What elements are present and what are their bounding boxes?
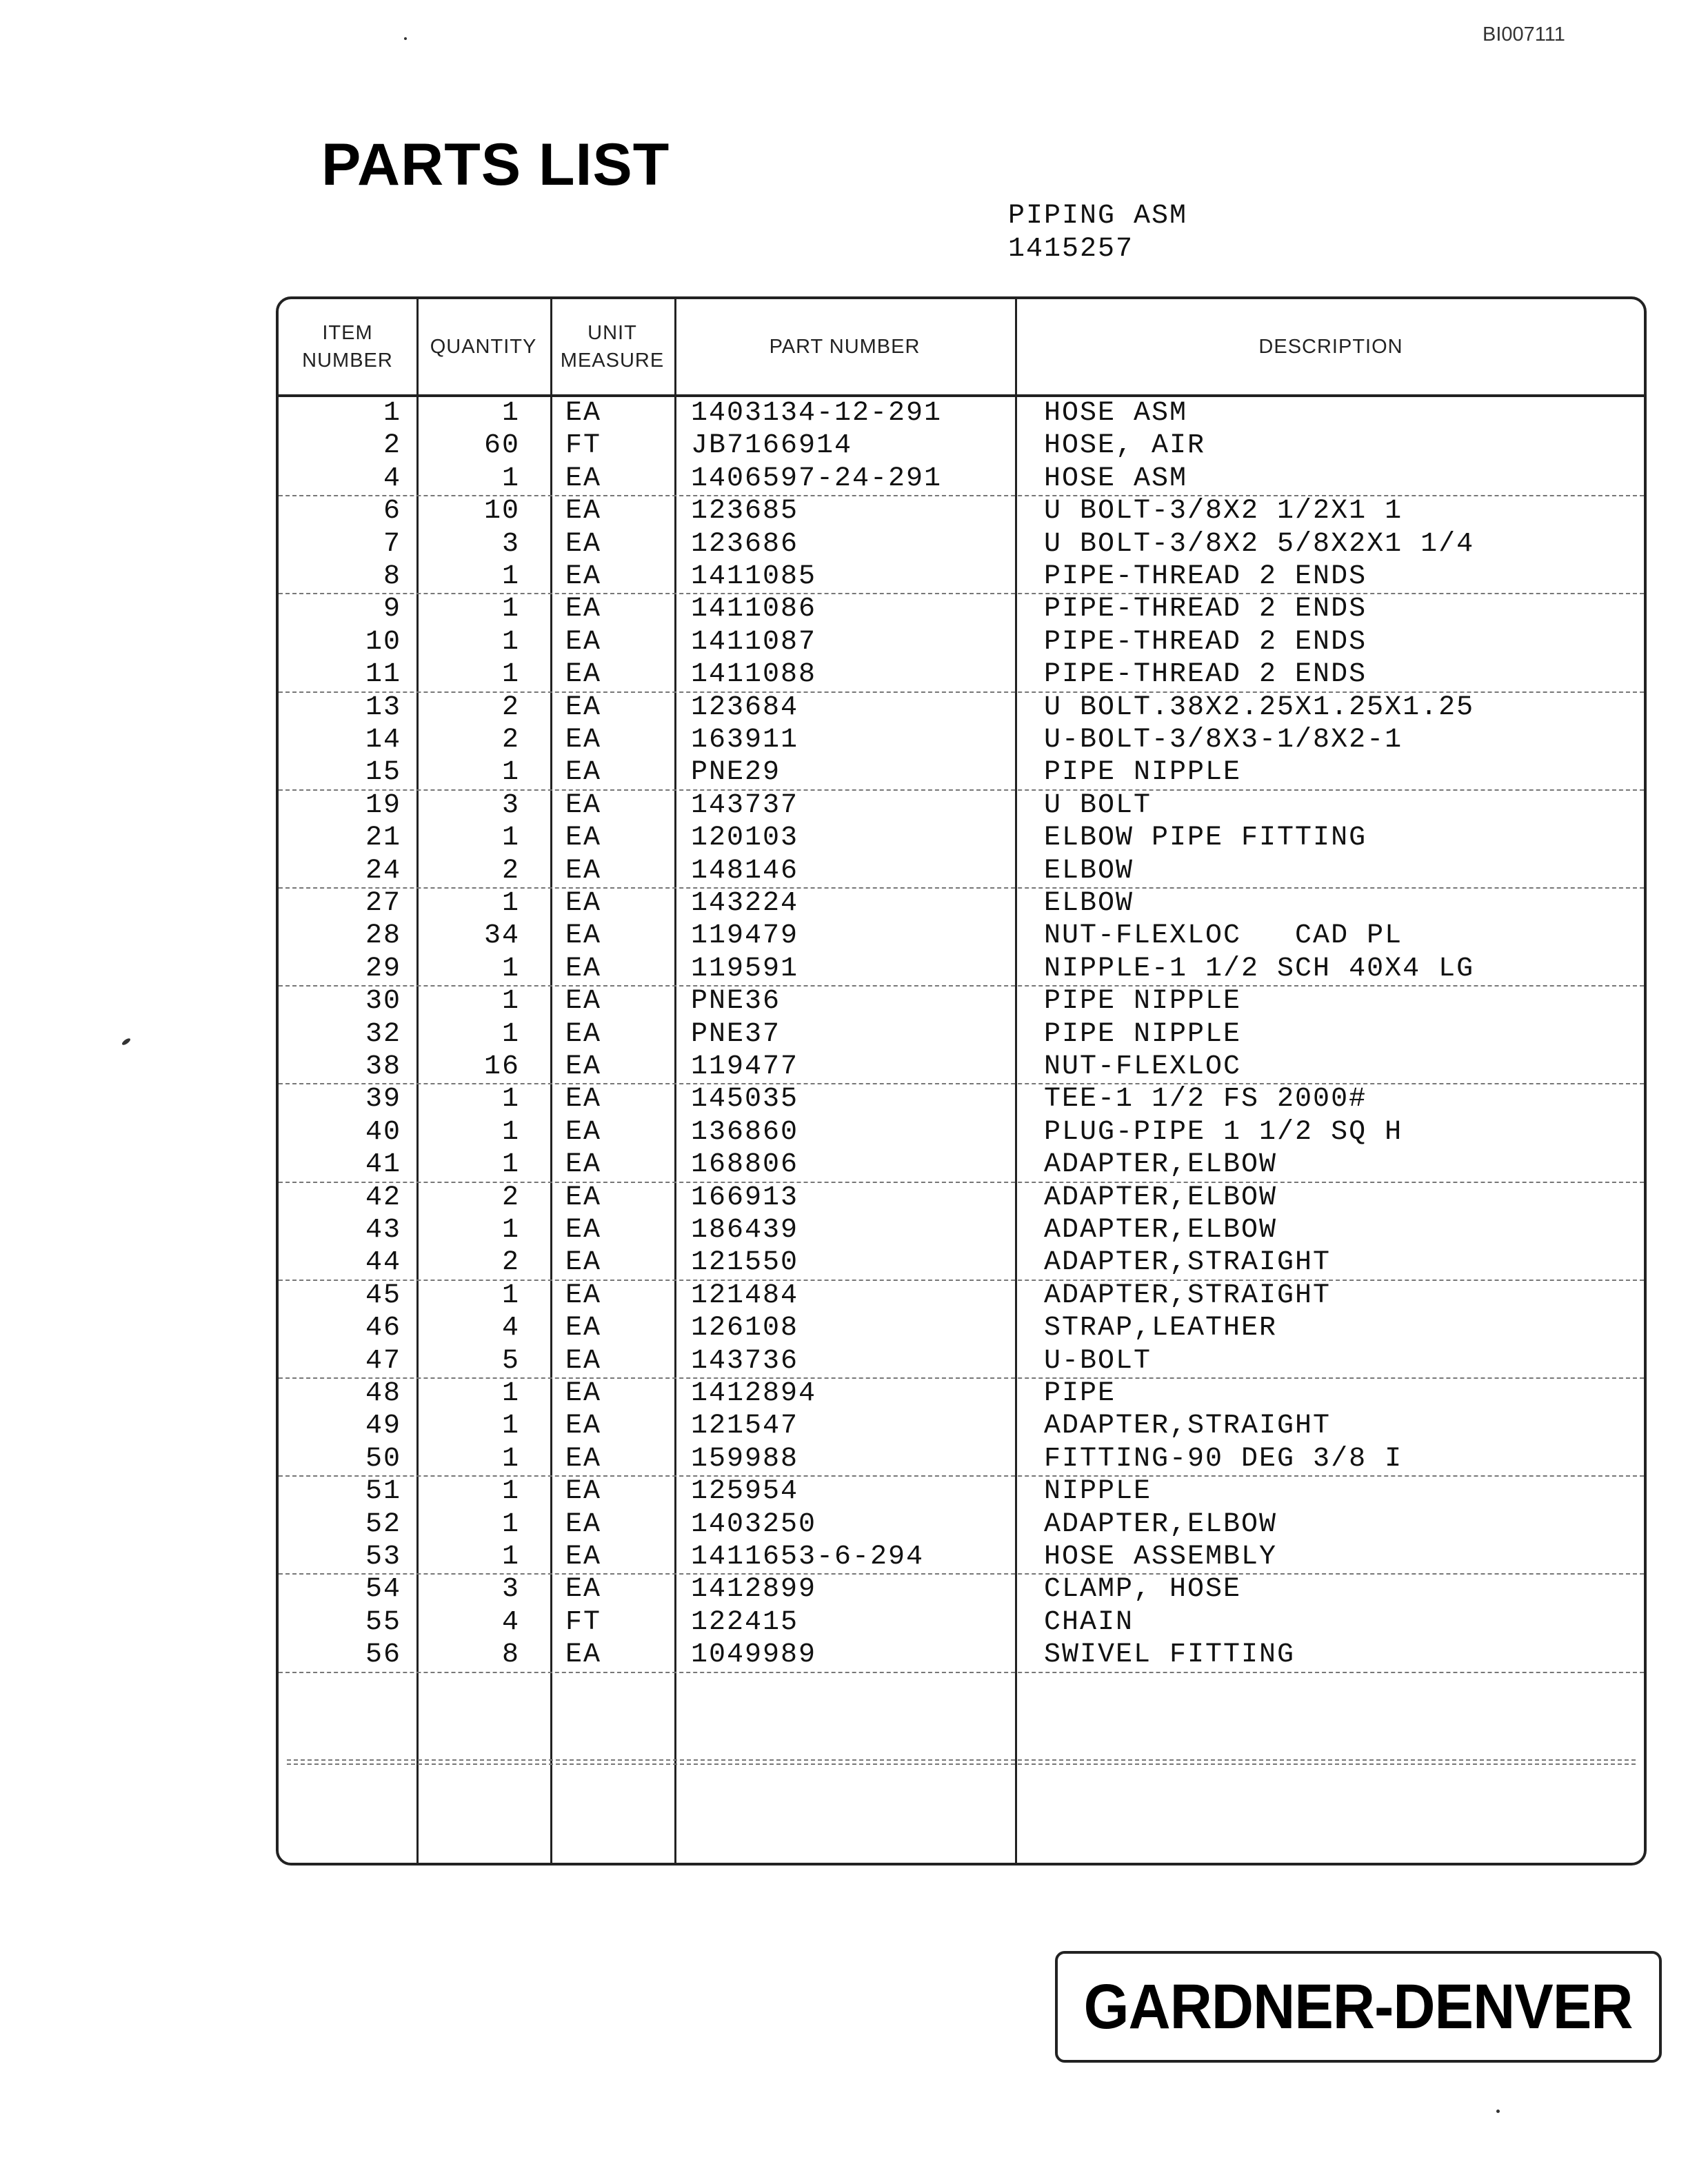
item-number-cell: 27	[365, 888, 401, 919]
header-part-number	[674, 299, 1015, 394]
description-cell: HOSE, AIR	[1044, 430, 1206, 462]
quantity-cell: 1	[501, 1443, 520, 1475]
description-cell: ADAPTER,ELBOW	[1044, 1182, 1278, 1213]
blank-row-line	[287, 1759, 1636, 1761]
unit-measure-cell: EA	[565, 1215, 601, 1246]
unit-measure-cell: EA	[565, 496, 601, 527]
table-row	[279, 855, 1644, 889]
quantity-cell: 60	[483, 430, 520, 462]
quantity-cell: 1	[501, 1280, 520, 1311]
description-cell: ELBOW PIPE FITTING	[1044, 822, 1367, 854]
table-header	[279, 299, 1644, 397]
item-number-cell: 38	[365, 1051, 401, 1082]
unit-measure-cell: EA	[565, 953, 601, 984]
unit-measure-cell: EA	[565, 1313, 601, 1344]
assembly-info	[1008, 200, 1187, 266]
unit-measure-cell: EA	[565, 594, 601, 625]
part-number-cell: 1406597-24-291	[691, 463, 943, 494]
description-cell: CLAMP, HOSE	[1044, 1574, 1242, 1606]
part-number-cell: 136860	[691, 1116, 799, 1148]
item-number-cell: 32	[365, 1018, 401, 1050]
part-number-cell: 123686	[691, 528, 799, 560]
unit-measure-cell: EA	[565, 1443, 601, 1475]
quantity-cell: 34	[483, 920, 520, 952]
part-number-cell: 1403250	[691, 1508, 817, 1540]
unit-measure-cell: EA	[565, 920, 601, 952]
table-row	[279, 429, 1644, 462]
table-row	[279, 887, 1644, 920]
description-cell: FITTING-90 DEG 3/8 I	[1044, 1443, 1403, 1475]
table-row	[279, 1116, 1644, 1149]
part-number-cell: 1412894	[691, 1378, 817, 1409]
quantity-cell: 16	[483, 1051, 520, 1082]
description-cell: PIPE-THREAD 2 ENDS	[1044, 561, 1367, 592]
part-number-cell: 123684	[691, 691, 799, 723]
quantity-cell: 2	[501, 1247, 520, 1279]
quantity-cell: 1	[501, 953, 520, 984]
table-row	[279, 1182, 1644, 1214]
item-number-cell: 15	[365, 757, 401, 789]
description-cell: U BOLT.38X2.25X1.25X1.25	[1044, 691, 1475, 723]
part-number-cell: 1411086	[691, 594, 817, 625]
unit-measure-cell: EA	[565, 1182, 601, 1213]
table-row	[279, 1377, 1644, 1410]
header-quantity-label: QUANTITY	[430, 336, 537, 358]
quantity-cell: 1	[501, 594, 520, 625]
quantity-cell: 3	[501, 528, 520, 560]
part-number-cell: 1411653-6-294	[691, 1541, 925, 1573]
assembly-name: PIPING ASM	[1008, 201, 1188, 232]
table-row	[279, 1573, 1644, 1606]
unit-measure-cell: EA	[565, 561, 601, 592]
quantity-cell: 2	[501, 725, 520, 756]
quantity-cell: 1	[501, 1410, 520, 1442]
description-cell: STRAP,LEATHER	[1044, 1313, 1278, 1344]
part-number-cell: 122415	[691, 1606, 799, 1638]
quantity-cell: 1	[501, 398, 520, 429]
unit-measure-cell: EA	[565, 1018, 601, 1050]
item-number-cell: 28	[365, 920, 401, 952]
description-cell: TEE-1 1/2 FS 2000#	[1044, 1084, 1367, 1115]
page-title: PARTS LIST	[321, 132, 670, 198]
quantity-cell: 4	[501, 1313, 520, 1344]
description-cell: PIPE-THREAD 2 ENDS	[1044, 594, 1367, 625]
item-number-cell: 49	[365, 1410, 401, 1442]
description-cell: ADAPTER,STRAIGHT	[1044, 1280, 1332, 1311]
parts-table	[276, 296, 1647, 1866]
item-number-cell: 45	[365, 1280, 401, 1311]
item-number-cell: 10	[365, 626, 401, 658]
header-unit-measure	[550, 299, 674, 394]
header-item-line1: ITEM	[322, 322, 373, 344]
table-row	[279, 724, 1644, 756]
table-row	[279, 1345, 1644, 1379]
description-cell: ELBOW	[1044, 888, 1134, 919]
part-number-cell: 1411087	[691, 626, 817, 658]
quantity-cell: 1	[501, 626, 520, 658]
description-cell: PIPE NIPPLE	[1044, 757, 1242, 789]
description-cell: ADAPTER,ELBOW	[1044, 1508, 1278, 1540]
quantity-cell: 1	[501, 1018, 520, 1050]
description-cell: ADAPTER,ELBOW	[1044, 1215, 1278, 1246]
table-row	[279, 658, 1644, 692]
unit-measure-cell: EA	[565, 1410, 601, 1442]
unit-measure-cell: EA	[565, 398, 601, 429]
quantity-cell: 3	[501, 789, 520, 821]
item-number-cell: 48	[365, 1378, 401, 1409]
description-cell: NIPPLE-1 1/2 SCH 40X4 LG	[1044, 953, 1475, 984]
description-cell: PIPE	[1044, 1378, 1116, 1409]
quantity-cell: 1	[501, 1476, 520, 1508]
unit-measure-cell: EA	[565, 855, 601, 887]
table-row	[279, 756, 1644, 790]
item-number-cell: 51	[365, 1476, 401, 1508]
item-number-cell: 6	[383, 496, 401, 527]
unit-measure-cell: EA	[565, 1574, 601, 1606]
part-number-cell: 123685	[691, 496, 799, 527]
table-row	[279, 1018, 1644, 1051]
part-number-cell: 148146	[691, 855, 799, 887]
quantity-cell: 8	[501, 1639, 520, 1671]
document-code: BI007111	[1483, 23, 1565, 46]
quantity-cell: 10	[483, 496, 520, 527]
table-row	[279, 985, 1644, 1018]
unit-measure-cell: EA	[565, 789, 601, 821]
item-number-cell: 13	[365, 691, 401, 723]
description-cell: PIPE NIPPLE	[1044, 986, 1242, 1018]
item-number-cell: 7	[383, 528, 401, 560]
unit-measure-cell: EA	[565, 1508, 601, 1540]
part-number-cell: 119479	[691, 920, 799, 952]
item-number-cell: 4	[383, 463, 401, 494]
table-row	[279, 593, 1644, 625]
header-description-label: DESCRIPTION	[1258, 336, 1403, 358]
part-number-cell: PNE29	[691, 757, 781, 789]
table-row	[279, 1083, 1644, 1115]
description-cell: NUT-FLEXLOC	[1044, 1051, 1242, 1082]
table-row	[279, 1280, 1644, 1312]
part-number-cell: 143737	[691, 789, 799, 821]
unit-measure-cell: EA	[565, 1084, 601, 1115]
quantity-cell: 1	[501, 822, 520, 854]
description-cell: U BOLT	[1044, 789, 1152, 821]
description-cell: PIPE-THREAD 2 ENDS	[1044, 659, 1367, 691]
part-number-cell: 159988	[691, 1443, 799, 1475]
description-cell: SWIVEL FITTING	[1044, 1639, 1296, 1671]
header-item-number	[279, 299, 416, 394]
part-number-cell: 163911	[691, 725, 799, 756]
part-number-cell: 186439	[691, 1215, 799, 1246]
table-row	[279, 1214, 1644, 1246]
table-row	[279, 560, 1644, 594]
quantity-cell: 4	[501, 1606, 520, 1638]
description-cell: U-BOLT	[1044, 1345, 1152, 1377]
description-cell: CHAIN	[1044, 1606, 1134, 1638]
unit-measure-cell: EA	[565, 1247, 601, 1279]
description-cell: ADAPTER,STRAIGHT	[1044, 1410, 1332, 1442]
part-number-cell: 1411085	[691, 561, 817, 592]
table-row	[279, 626, 1644, 658]
unit-measure-cell: EA	[565, 1541, 601, 1573]
part-number-cell: 166913	[691, 1182, 799, 1213]
item-number-cell: 55	[365, 1606, 401, 1638]
table-row	[279, 1410, 1644, 1442]
part-number-cell: 145035	[691, 1084, 799, 1115]
scan-mark	[121, 1038, 132, 1046]
item-number-cell: 43	[365, 1215, 401, 1246]
table-row	[279, 1051, 1644, 1084]
part-number-cell: 1412899	[691, 1574, 817, 1606]
header-description	[1015, 299, 1647, 394]
table-row	[279, 691, 1644, 724]
description-cell: U BOLT-3/8X2 5/8X2X1 1/4	[1044, 528, 1475, 560]
description-cell: PLUG-PIPE 1 1/2 SQ H	[1044, 1116, 1403, 1148]
description-cell: HOSE ASM	[1044, 398, 1188, 429]
part-number-cell: PNE36	[691, 986, 781, 1018]
header-item-line2: NUMBER	[302, 350, 393, 372]
unit-measure-cell: EA	[565, 1149, 601, 1181]
table-row	[279, 1443, 1644, 1477]
quantity-cell: 1	[501, 1378, 520, 1409]
header-quantity	[416, 299, 550, 394]
description-cell: PIPE NIPPLE	[1044, 1018, 1242, 1050]
table-row	[279, 1541, 1644, 1575]
quantity-cell: 1	[501, 1508, 520, 1540]
table-row	[279, 1606, 1644, 1639]
header-part-number-label: PART NUMBER	[769, 336, 921, 358]
item-number-cell: 9	[383, 594, 401, 625]
table-row	[279, 528, 1644, 560]
part-number-cell: PNE37	[691, 1018, 781, 1050]
description-cell: HOSE ASM	[1044, 463, 1188, 494]
item-number-cell: 24	[365, 855, 401, 887]
scan-speck	[1496, 2110, 1500, 2113]
unit-measure-cell: EA	[565, 1116, 601, 1148]
item-number-cell: 21	[365, 822, 401, 854]
part-number-cell: 143736	[691, 1345, 799, 1377]
item-number-cell: 1	[383, 398, 401, 429]
item-number-cell: 42	[365, 1182, 401, 1213]
part-number-cell: 120103	[691, 822, 799, 854]
item-number-cell: 56	[365, 1639, 401, 1671]
quantity-cell: 1	[501, 659, 520, 691]
part-number-cell: 1049989	[691, 1639, 817, 1671]
table-row	[279, 1475, 1644, 1508]
item-number-cell: 44	[365, 1247, 401, 1279]
unit-measure-cell: EA	[565, 626, 601, 658]
quantity-cell: 1	[501, 463, 520, 494]
part-number-cell: 119591	[691, 953, 799, 984]
unit-measure-cell: EA	[565, 1378, 601, 1409]
item-number-cell: 47	[365, 1345, 401, 1377]
quantity-cell: 1	[501, 561, 520, 592]
item-number-cell: 8	[383, 561, 401, 592]
gardner-denver-logo	[1055, 1951, 1662, 2063]
description-cell: ADAPTER,STRAIGHT	[1044, 1247, 1332, 1279]
quantity-cell: 1	[501, 1149, 520, 1181]
quantity-cell: 1	[501, 1084, 520, 1115]
unit-measure-cell: FT	[565, 1606, 601, 1638]
quantity-cell: 1	[501, 1215, 520, 1246]
unit-measure-cell: EA	[565, 725, 601, 756]
item-number-cell: 40	[365, 1116, 401, 1148]
unit-measure-cell: EA	[565, 1639, 601, 1671]
scan-speck	[404, 37, 407, 40]
item-number-cell: 11	[365, 659, 401, 691]
unit-measure-cell: EA	[565, 528, 601, 560]
item-number-cell: 30	[365, 986, 401, 1018]
item-number-cell: 53	[365, 1541, 401, 1573]
part-number-cell: 125954	[691, 1476, 799, 1508]
item-number-cell: 29	[365, 953, 401, 984]
assembly-number: 1415257	[1008, 234, 1134, 265]
unit-measure-cell: EA	[565, 463, 601, 494]
quantity-cell: 3	[501, 1574, 520, 1606]
description-cell: ADAPTER,ELBOW	[1044, 1149, 1278, 1181]
unit-measure-cell: EA	[565, 1345, 601, 1377]
part-number-cell: 119477	[691, 1051, 799, 1082]
table-row	[279, 1312, 1644, 1344]
unit-measure-cell: FT	[565, 430, 601, 462]
description-cell: PIPE-THREAD 2 ENDS	[1044, 626, 1367, 658]
table-row	[279, 397, 1644, 429]
part-number-cell: 143224	[691, 888, 799, 919]
unit-measure-cell: EA	[565, 986, 601, 1018]
unit-measure-cell: EA	[565, 822, 601, 854]
part-number-cell: 121550	[691, 1247, 799, 1279]
table-row	[279, 953, 1644, 987]
quantity-cell: 1	[501, 1116, 520, 1148]
table-row	[279, 920, 1644, 952]
item-number-cell: 46	[365, 1313, 401, 1344]
part-number-cell: 121547	[691, 1410, 799, 1442]
quantity-cell: 1	[501, 1541, 520, 1573]
quantity-cell: 1	[501, 986, 520, 1018]
unit-measure-cell: EA	[565, 1051, 601, 1082]
table-row	[279, 463, 1644, 496]
description-cell: U BOLT-3/8X2 1/2X1 1	[1044, 496, 1403, 527]
unit-measure-cell: EA	[565, 1476, 601, 1508]
unit-measure-cell: EA	[565, 757, 601, 789]
table-row	[279, 1246, 1644, 1280]
part-number-cell: JB7166914	[691, 430, 853, 462]
item-number-cell: 39	[365, 1084, 401, 1115]
part-number-cell: 126108	[691, 1313, 799, 1344]
header-unit-line2: MEASURE	[560, 350, 665, 372]
part-number-cell: 168806	[691, 1149, 799, 1181]
table-row	[279, 822, 1644, 854]
logo-text: GARDNER-DENVER	[1084, 1971, 1633, 2042]
table-row	[279, 1639, 1644, 1672]
item-number-cell: 50	[365, 1443, 401, 1475]
unit-measure-cell: EA	[565, 888, 601, 919]
description-cell: U-BOLT-3/8X3-1/8X2-1	[1044, 725, 1403, 756]
table-row	[279, 495, 1644, 527]
quantity-cell: 1	[501, 757, 520, 789]
item-number-cell: 19	[365, 789, 401, 821]
item-number-cell: 41	[365, 1149, 401, 1181]
description-cell: NUT-FLEXLOC CAD PL	[1044, 920, 1403, 952]
description-cell: HOSE ASSEMBLY	[1044, 1541, 1278, 1573]
unit-measure-cell: EA	[565, 691, 601, 723]
quantity-cell: 5	[501, 1345, 520, 1377]
quantity-cell: 2	[501, 855, 520, 887]
description-cell: ELBOW	[1044, 855, 1134, 887]
item-number-cell: 2	[383, 430, 401, 462]
quantity-cell: 1	[501, 888, 520, 919]
table-row	[279, 789, 1644, 822]
unit-measure-cell: EA	[565, 659, 601, 691]
quantity-cell: 2	[501, 1182, 520, 1213]
part-number-cell: 121484	[691, 1280, 799, 1311]
part-number-cell: 1411088	[691, 659, 817, 691]
description-cell: NIPPLE	[1044, 1476, 1152, 1508]
blank-row-line	[287, 1763, 1636, 1765]
item-number-cell: 52	[365, 1508, 401, 1540]
header-unit-line1: UNIT	[587, 322, 637, 344]
item-number-cell: 14	[365, 725, 401, 756]
part-number-cell: 1403134-12-291	[691, 398, 943, 429]
quantity-cell: 2	[501, 691, 520, 723]
table-row	[279, 1149, 1644, 1182]
table-row	[279, 1508, 1644, 1541]
unit-measure-cell: EA	[565, 1280, 601, 1311]
item-number-cell: 54	[365, 1574, 401, 1606]
